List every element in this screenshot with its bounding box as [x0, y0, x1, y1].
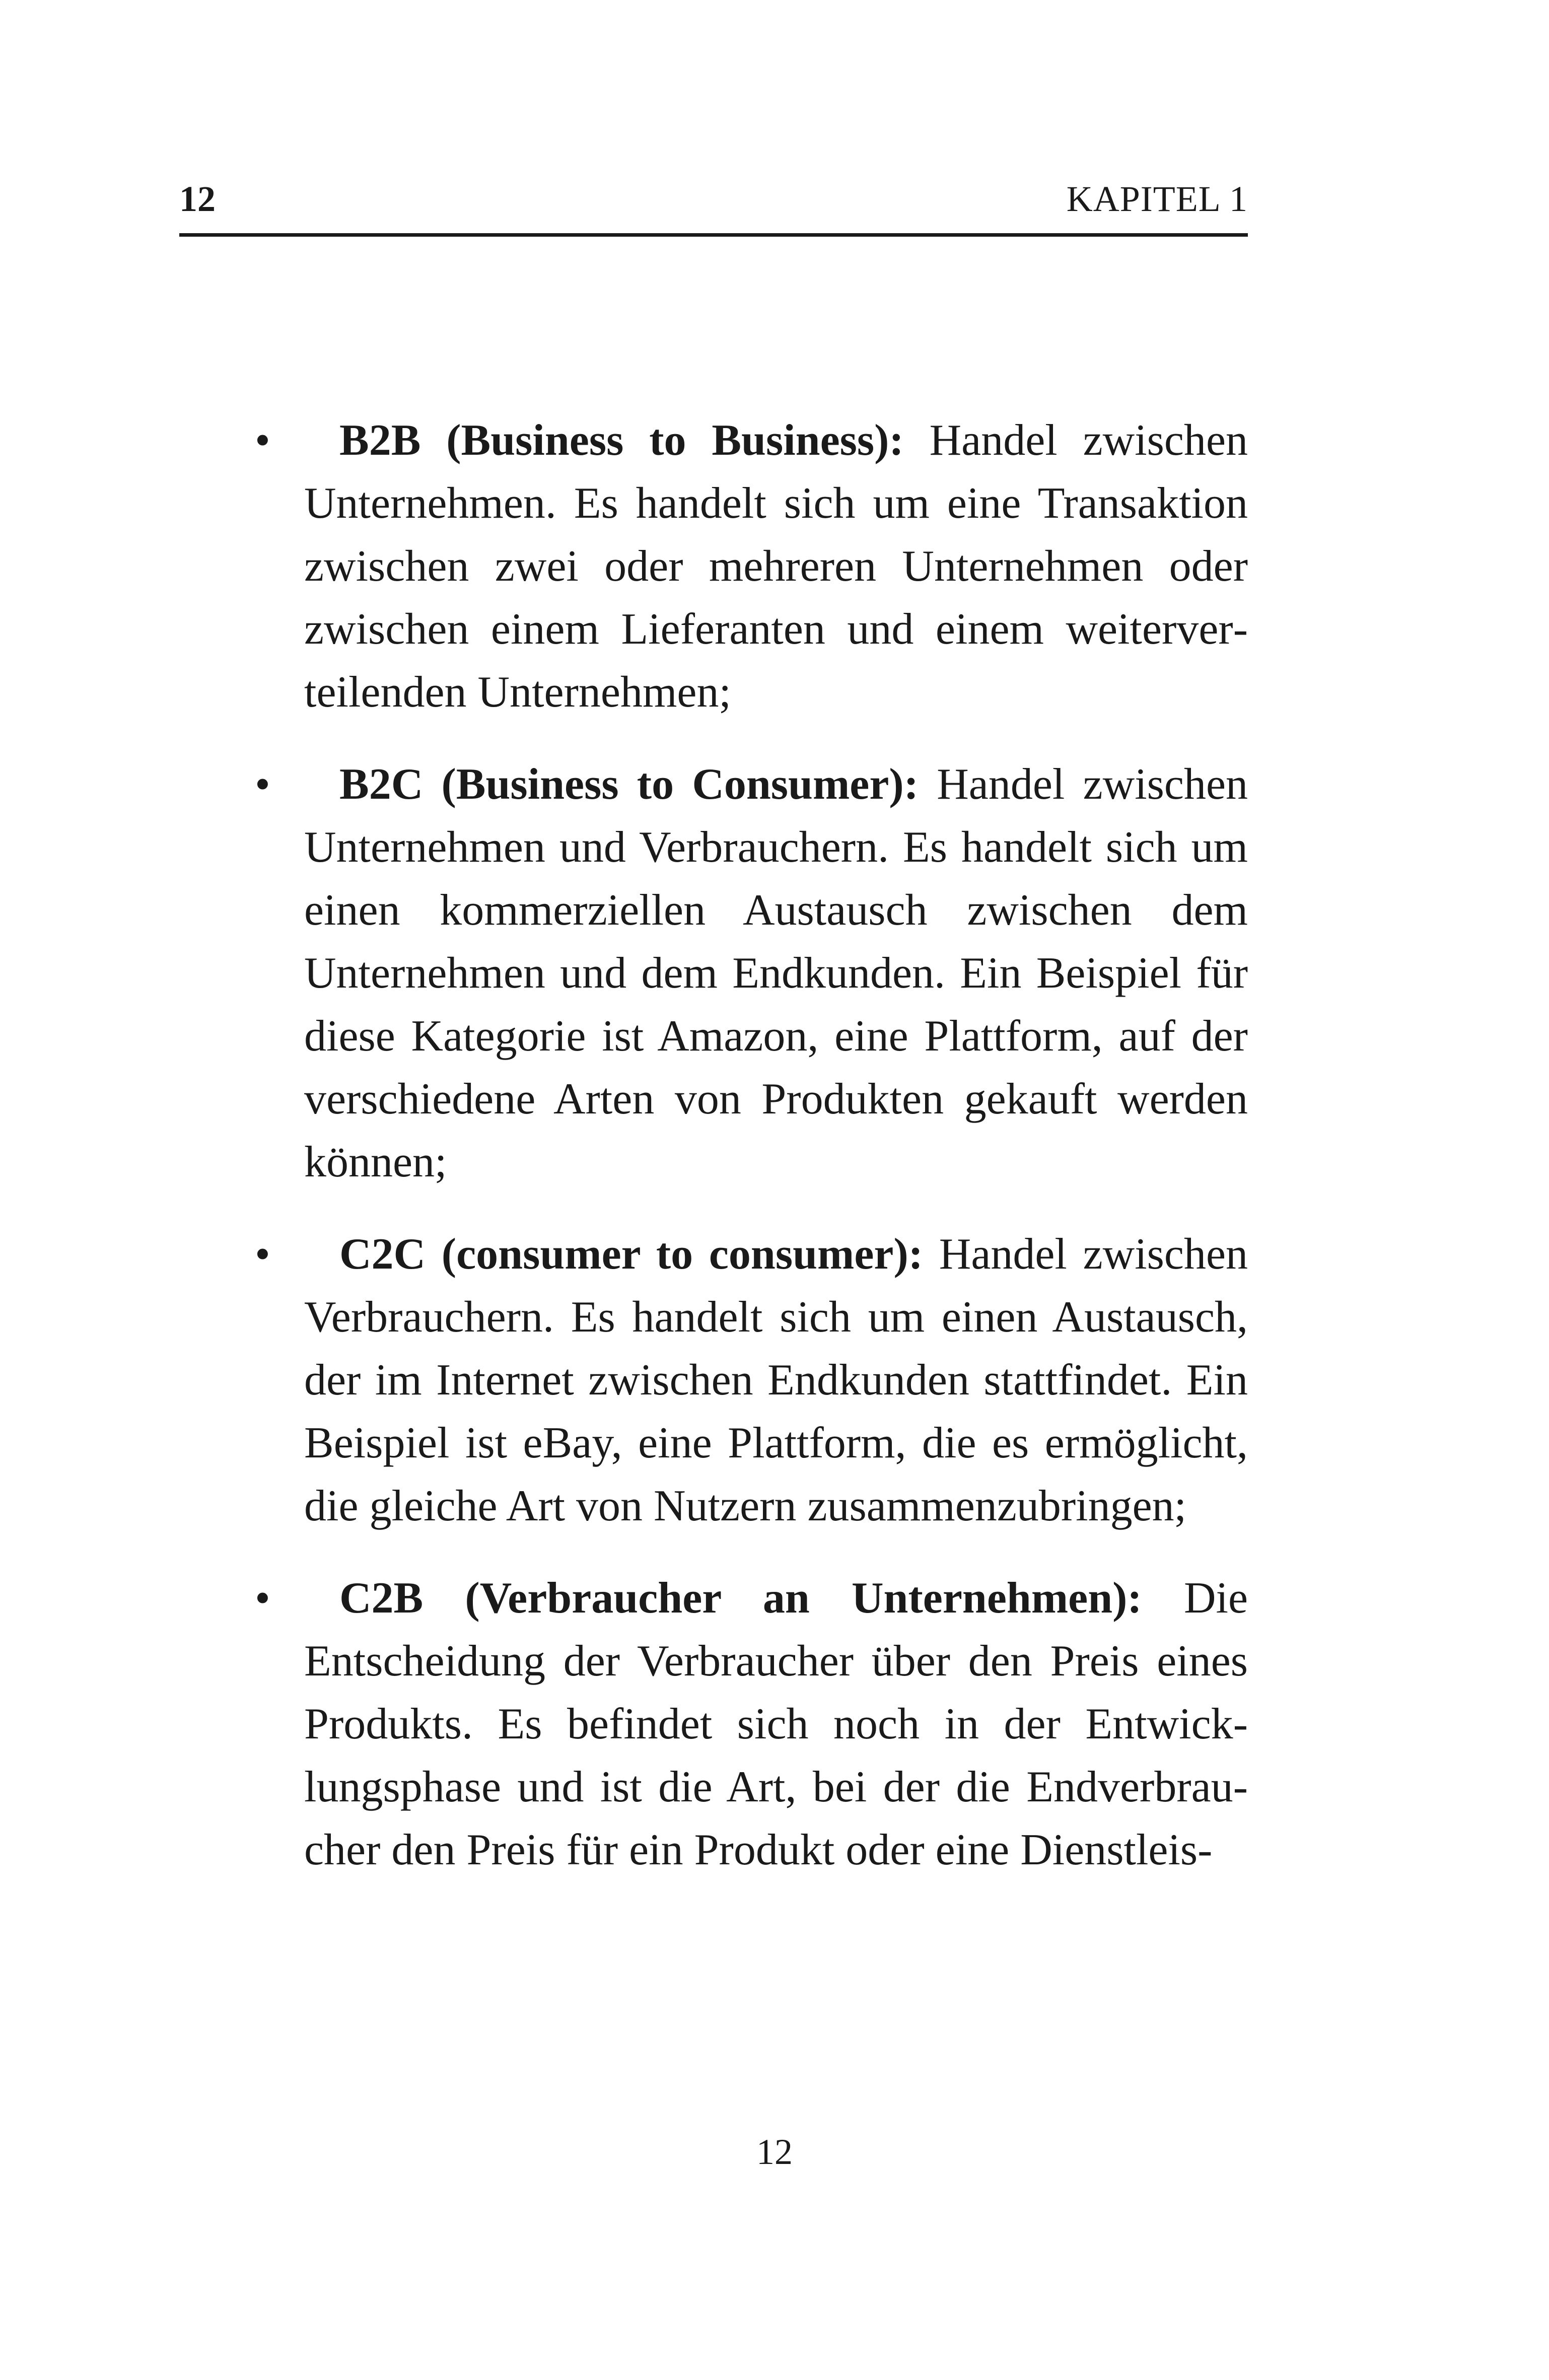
bullet-list: [179, 409, 1248, 1911]
list-item-term: C2B (Verbraucher an Unternehmen):: [339, 1574, 1142, 1623]
list-item-text: Handel zwischen Unternehmen und Verbrauchern. Es handelt sich um einen kommerziellen Austausch zwischen dem Unternehmen und dem Endkunden. Ein Beispiel für diese Kategorie ist Amazon, eine Plattform, auf der verschiedene Arten von Produkten gekauft werden können;: [304, 760, 1248, 1186]
list-item-term: C2C (consumer to consumer):: [339, 1230, 924, 1279]
list-item-b2c: [179, 753, 1248, 1194]
running-header: [179, 176, 1248, 237]
list-item-c2c: [179, 1223, 1248, 1537]
bullet-icon: •: [255, 760, 270, 809]
bullet-icon: •: [255, 1230, 270, 1279]
list-item-c2b: [179, 1567, 1248, 1881]
bullet-icon: •: [255, 416, 270, 465]
list-item-text: Die Entscheidung der Verbraucher über den Preis eines Produkts. Es befindet sich noch in der Entwicklungsphase und ist die Art, bei der die Endverbraucher den Preis für ein Produkt oder eine Dienstleis-: [304, 1574, 1248, 1874]
list-item-term: B2B (Business to Business):: [339, 416, 904, 465]
list-item-text: Handel zwischen Unternehmen. Es handelt sich um eine Transaktion zwischen zwei oder mehreren Unternehmen oder zwischen einem Lieferanten und einem weiterverteilenden Unternehmen;: [304, 416, 1248, 717]
list-item-term: B2C (Business to Consumer):: [339, 760, 919, 809]
header-page-number: 12: [179, 179, 216, 219]
bullet-icon: •: [255, 1574, 270, 1623]
footer-page-number: 12: [756, 2132, 793, 2172]
header-chapter-title: KAPITEL 1: [1066, 179, 1248, 219]
list-item-b2b: [179, 409, 1248, 724]
header-rule: [179, 233, 1248, 237]
list-item-text: Handel zwischen Verbrauchern. Es handelt sich um einen Austausch, der im Internet zwischen Endkunden stattfindet. Ein Beispiel ist eBay, eine Plattform, die es ermöglicht, die gleiche Art von Nutzern zusammenzubringen;: [304, 1230, 1248, 1530]
